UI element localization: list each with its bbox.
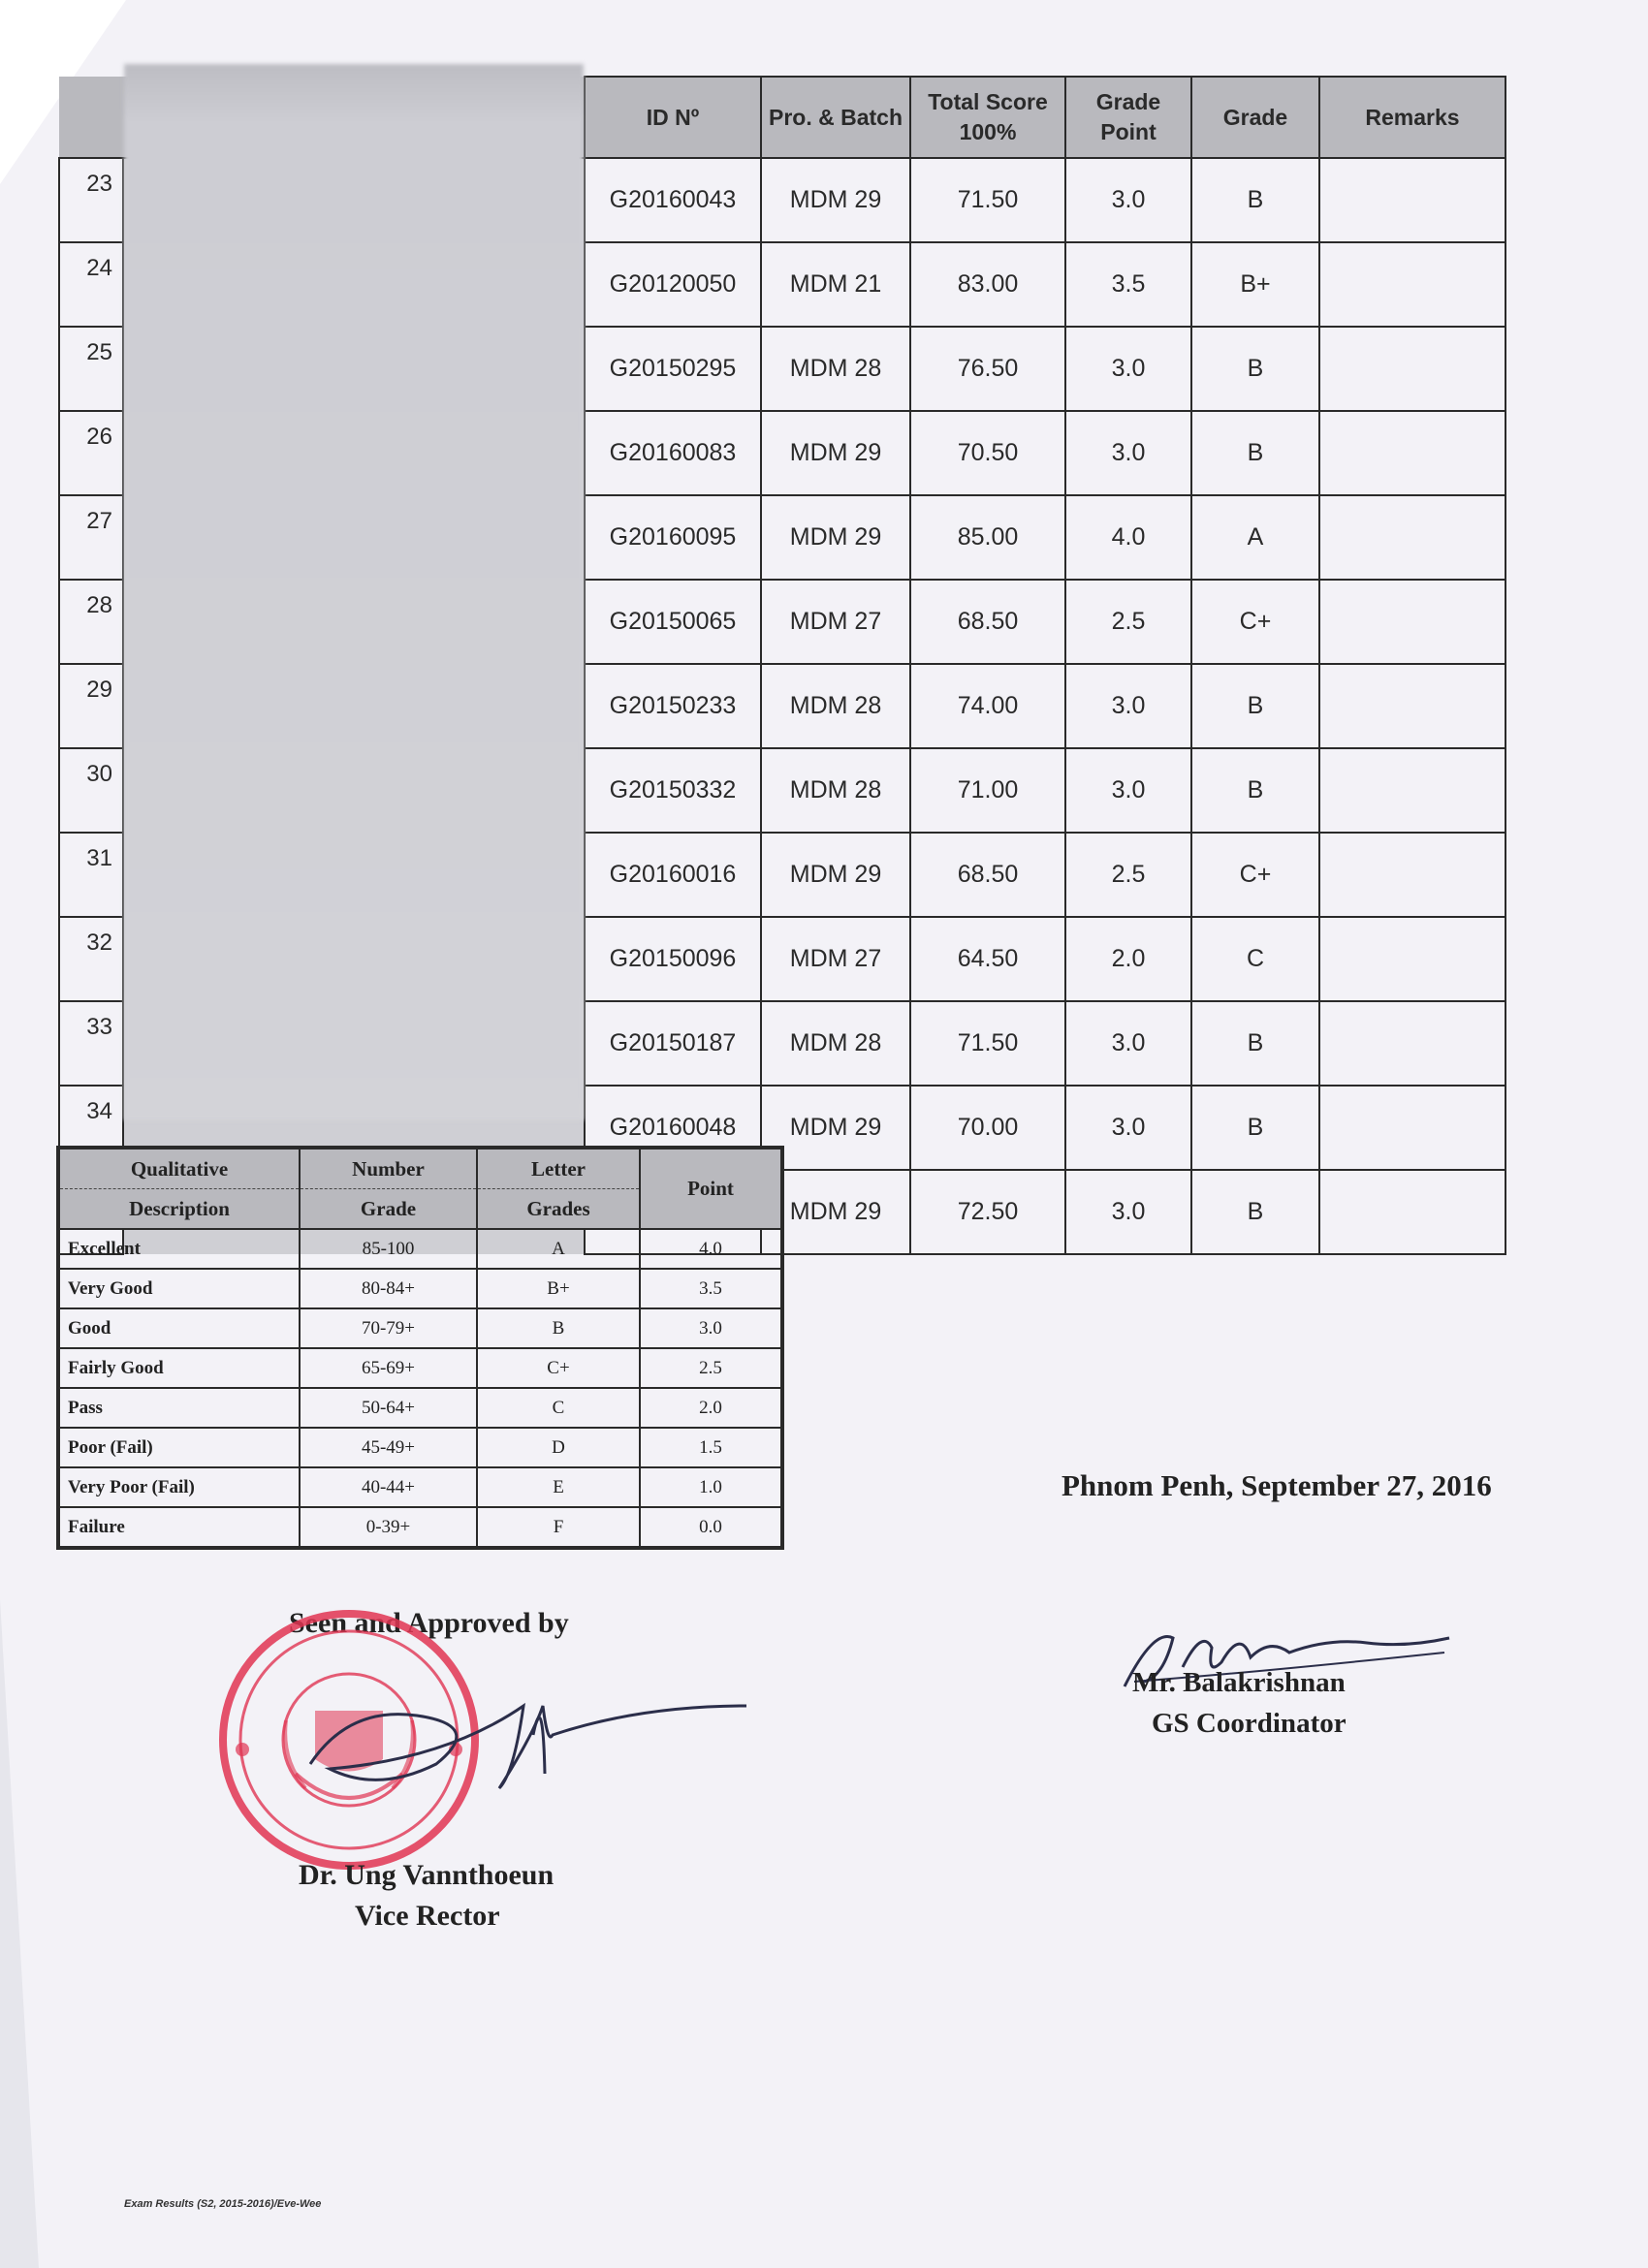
header-id: ID Nº	[585, 77, 761, 158]
scale-description: Pass	[58, 1388, 300, 1428]
scale-letter-grade: A	[477, 1229, 640, 1269]
program-batch: MDM 29	[761, 1170, 910, 1254]
grade-point: 2.0	[1065, 917, 1191, 1001]
letter-grade: B	[1191, 411, 1319, 495]
row-number: 32	[59, 917, 123, 1001]
grade-point: 3.0	[1065, 1086, 1191, 1170]
header-total-line1: Total Score	[928, 89, 1048, 114]
scale-header-desc-1: Qualitative	[58, 1148, 300, 1189]
place-date: Phnom Penh, September 27, 2016	[1062, 1468, 1492, 1502]
row-number: 23	[59, 158, 123, 242]
program-batch: MDM 28	[761, 664, 910, 748]
letter-grade: B+	[1191, 242, 1319, 327]
grade-point: 3.0	[1065, 1001, 1191, 1086]
letter-grade: B	[1191, 327, 1319, 411]
scale-header-row-1	[58, 1148, 782, 1189]
grading-scale-table	[56, 1146, 784, 1550]
remarks-cell	[1319, 411, 1505, 495]
approval-heading: Seen and Approved by	[289, 1607, 569, 1639]
remarks-cell	[1319, 495, 1505, 580]
scale-number-grade: 65-69+	[300, 1348, 477, 1388]
scale-number-grade: 40-44+	[300, 1467, 477, 1507]
scale-description: Good	[58, 1308, 300, 1348]
student-id: G20120050	[585, 242, 761, 327]
header-grade-point	[1065, 77, 1191, 158]
letter-grade: B	[1191, 1086, 1319, 1170]
total-score: 76.50	[910, 327, 1065, 411]
program-batch: MDM 29	[761, 833, 910, 917]
total-score: 68.50	[910, 833, 1065, 917]
student-id: G20160043	[585, 158, 761, 242]
page-edge-shadow	[0, 1599, 39, 2268]
student-id: G20150332	[585, 748, 761, 833]
scale-letter-grade: C	[477, 1388, 640, 1428]
letter-grade: C+	[1191, 580, 1319, 664]
program-batch: MDM 28	[761, 748, 910, 833]
total-score: 64.50	[910, 917, 1065, 1001]
header-no	[59, 77, 123, 158]
scale-header-point: Point	[640, 1148, 782, 1229]
scale-row	[58, 1269, 782, 1308]
student-id: G20160083	[585, 411, 761, 495]
remarks-cell	[1319, 580, 1505, 664]
remarks-cell	[1319, 748, 1505, 833]
remarks-cell	[1319, 158, 1505, 242]
total-score: 68.50	[910, 580, 1065, 664]
letter-grade: B	[1191, 664, 1319, 748]
grade-point: 3.0	[1065, 327, 1191, 411]
scale-row	[58, 1428, 782, 1467]
row-number: 30	[59, 748, 123, 833]
scale-letter-grade: C+	[477, 1348, 640, 1388]
scale-point: 2.0	[640, 1388, 782, 1428]
vice-rector-title: Vice Rector	[355, 1900, 500, 1932]
header-grade: Grade	[1191, 77, 1319, 158]
total-score: 74.00	[910, 664, 1065, 748]
scale-number-grade: 45-49+	[300, 1428, 477, 1467]
scale-header-letter-2: Grades	[477, 1189, 640, 1230]
scale-letter-grade: B	[477, 1308, 640, 1348]
row-number: 31	[59, 833, 123, 917]
scale-point: 3.0	[640, 1308, 782, 1348]
scale-point: 1.0	[640, 1467, 782, 1507]
scale-description: Very Poor (Fail)	[58, 1467, 300, 1507]
header-total-score	[910, 77, 1065, 158]
vice-rector-signature	[291, 1667, 756, 1803]
scale-body	[58, 1229, 782, 1548]
scale-point: 4.0	[640, 1229, 782, 1269]
grade-point: 4.0	[1065, 495, 1191, 580]
student-id: G20160048	[585, 1086, 761, 1170]
header-program: Pro. & Batch	[761, 77, 910, 158]
student-id: G20150096	[585, 917, 761, 1001]
scale-header-desc-2: Description	[58, 1189, 300, 1230]
scale-description: Failure	[58, 1507, 300, 1548]
scale-header-letter-1: Letter	[477, 1148, 640, 1189]
redacted-names-block	[124, 64, 584, 1120]
total-score: 83.00	[910, 242, 1065, 327]
scale-row	[58, 1467, 782, 1507]
program-batch: MDM 28	[761, 327, 910, 411]
scale-number-grade: 50-64+	[300, 1388, 477, 1428]
row-number: 26	[59, 411, 123, 495]
total-score: 71.00	[910, 748, 1065, 833]
remarks-cell	[1319, 242, 1505, 327]
scale-point: 2.5	[640, 1348, 782, 1388]
grade-point: 3.0	[1065, 411, 1191, 495]
program-batch: MDM 29	[761, 495, 910, 580]
row-number: 29	[59, 664, 123, 748]
grade-point: 3.0	[1065, 664, 1191, 748]
student-id: G20150065	[585, 580, 761, 664]
letter-grade: C+	[1191, 833, 1319, 917]
scale-row	[58, 1507, 782, 1548]
total-score: 85.00	[910, 495, 1065, 580]
scale-point: 1.5	[640, 1428, 782, 1467]
program-batch: MDM 21	[761, 242, 910, 327]
total-score: 70.00	[910, 1086, 1065, 1170]
letter-grade: B	[1191, 158, 1319, 242]
letter-grade: A	[1191, 495, 1319, 580]
grade-point: 3.0	[1065, 1170, 1191, 1254]
scale-header-num-1: Number	[300, 1148, 477, 1189]
student-id: G20160016	[585, 833, 761, 917]
scale-description: Very Good	[58, 1269, 300, 1308]
scale-row	[58, 1308, 782, 1348]
scale-number-grade: 70-79+	[300, 1308, 477, 1348]
scale-letter-grade: E	[477, 1467, 640, 1507]
header-remarks: Remarks	[1319, 77, 1505, 158]
scale-description: Excellent	[58, 1229, 300, 1269]
program-batch: MDM 28	[761, 1001, 910, 1086]
program-batch: MDM 29	[761, 1086, 910, 1170]
scale-row	[58, 1348, 782, 1388]
scale-point: 3.5	[640, 1269, 782, 1308]
scale-description: Fairly Good	[58, 1348, 300, 1388]
row-number: 25	[59, 327, 123, 411]
letter-grade: B	[1191, 748, 1319, 833]
scale-point: 0.0	[640, 1507, 782, 1548]
remarks-cell	[1319, 327, 1505, 411]
remarks-cell	[1319, 1001, 1505, 1086]
student-id: G20160095	[585, 495, 761, 580]
scale-header-num-2: Grade	[300, 1189, 477, 1230]
scale-description: Poor (Fail)	[58, 1428, 300, 1467]
header-gp-line1: Grade	[1095, 89, 1161, 114]
grade-point: 3.5	[1065, 242, 1191, 327]
scale-letter-grade: D	[477, 1428, 640, 1467]
program-batch: MDM 29	[761, 411, 910, 495]
program-batch: MDM 27	[761, 580, 910, 664]
remarks-cell	[1319, 1086, 1505, 1170]
grade-point: 3.0	[1065, 748, 1191, 833]
scale-letter-grade: F	[477, 1507, 640, 1548]
total-score: 71.50	[910, 1001, 1065, 1086]
letter-grade: B	[1191, 1001, 1319, 1086]
letter-grade: B	[1191, 1170, 1319, 1254]
row-number: 27	[59, 495, 123, 580]
letter-grade: C	[1191, 917, 1319, 1001]
grade-point: 3.0	[1065, 158, 1191, 242]
coordinator-title: GS Coordinator	[1152, 1708, 1347, 1739]
total-score: 70.50	[910, 411, 1065, 495]
student-id: G20150295	[585, 327, 761, 411]
scale-number-grade: 0-39+	[300, 1507, 477, 1548]
grade-point: 2.5	[1065, 580, 1191, 664]
remarks-cell	[1319, 917, 1505, 1001]
document-footer: Exam Results (S2, 2015-2016)/Eve-Wee	[124, 2198, 322, 2210]
program-batch: MDM 27	[761, 917, 910, 1001]
scale-number-grade: 85-100	[300, 1229, 477, 1269]
row-number: 33	[59, 1001, 123, 1086]
scale-row	[58, 1388, 782, 1428]
total-score: 71.50	[910, 158, 1065, 242]
row-number: 24	[59, 242, 123, 327]
coordinator-name: Mr. Balakrishnan	[1132, 1667, 1346, 1698]
vice-rector-name: Dr. Ung Vannthoeun	[299, 1859, 555, 1891]
scale-number-grade: 80-84+	[300, 1269, 477, 1308]
row-number: 34	[59, 1086, 123, 1170]
total-score: 72.50	[910, 1170, 1065, 1254]
header-total-line2: 100%	[959, 119, 1017, 144]
program-batch: MDM 29	[761, 158, 910, 242]
grade-point: 2.5	[1065, 833, 1191, 917]
remarks-cell	[1319, 664, 1505, 748]
scale-row	[58, 1229, 782, 1269]
row-number: 28	[59, 580, 123, 664]
student-id: G20150233	[585, 664, 761, 748]
header-gp-line2: Point	[1100, 119, 1157, 144]
remarks-cell	[1319, 833, 1505, 917]
student-id: G20150187	[585, 1001, 761, 1086]
scale-letter-grade: B+	[477, 1269, 640, 1308]
remarks-cell	[1319, 1170, 1505, 1254]
